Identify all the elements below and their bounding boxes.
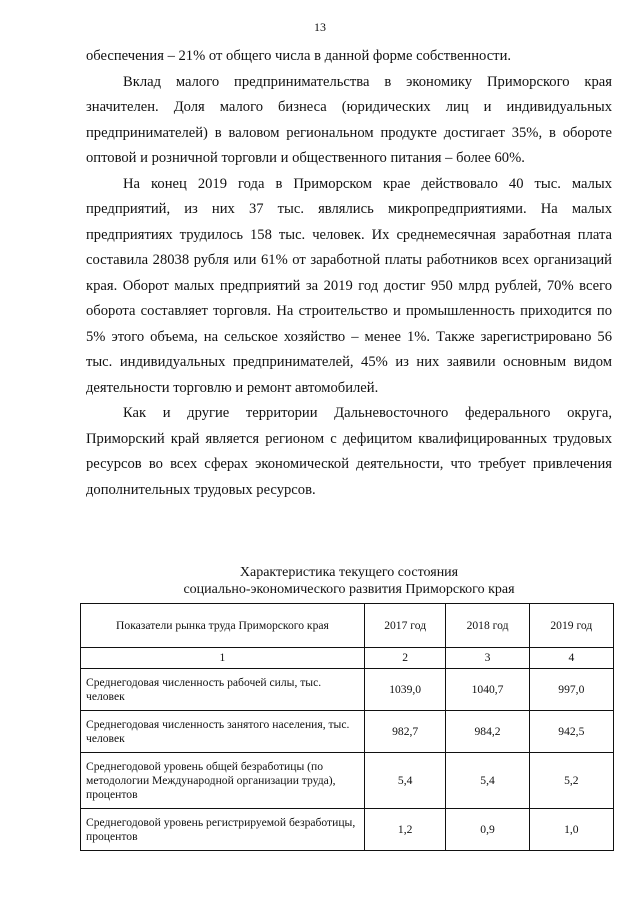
labor-market-table xyxy=(80,603,614,851)
column-number-cell: 3 xyxy=(446,648,529,669)
table-header-row xyxy=(81,604,614,648)
paragraph: Как и другие территории Дальневосточного федерального округа, Приморский край является регионом с дефицитом квалифицированных трудовых ресурсов во всех сферах экономической деятельности, что требует привлечения дополнительных трудовых ресурсов. xyxy=(86,405,612,498)
row-label-cell: Среднегодовой уровень регистрируемой безработицы, процентов xyxy=(81,809,365,851)
table-header-cell: 2017 год xyxy=(364,604,446,648)
table-caption xyxy=(86,564,612,598)
value-cell: 982,7 xyxy=(364,711,446,753)
table-header-cell: 2018 год xyxy=(446,604,529,648)
column-number-cell: 2 xyxy=(364,648,446,669)
row-label-cell: Среднегодовая численность занятого населения, тыс. человек xyxy=(81,711,365,753)
column-number-cell: 4 xyxy=(529,648,613,669)
table-row xyxy=(81,753,614,809)
paragraph: На конец 2019 года в Приморском крае действовало 40 тыс. малых предприятий, из них 37 тыс. являлись микропредприятиями. На малых предприятиях трудилось 158 тыс. человек. Их среднемесячная заработная плата составила 28038 рубля или 61% от заработной платы работников всех организаций края. Оборот малых предприятий за 2019 год достиг 950 млрд рублей, 70% всего оборота составляет торговля. На строительство и промышленность приходится по 5% этого объема, на сельское хозяйство – менее 1%. Также зарегистрировано 56 тыс. индивидуальных предпринимателей, 45% из них заявили основным видом деятельности торговлю и ремонт автомобилей. xyxy=(86,175,612,396)
table-caption-line: Характеристика текущего состояния xyxy=(239,565,459,580)
table-header-cell: 2019 год xyxy=(529,604,613,648)
table-header-cell: Показатели рынка труда Приморского края xyxy=(81,604,365,648)
value-cell: 942,5 xyxy=(529,711,613,753)
body-text xyxy=(86,44,612,503)
value-cell: 984,2 xyxy=(446,711,529,753)
table-row xyxy=(81,711,614,753)
value-cell: 1,2 xyxy=(364,809,446,851)
paragraph: обеспечения – 21% от общего числа в данной форме собственности. xyxy=(86,48,512,64)
value-cell: 997,0 xyxy=(529,669,613,711)
table-row xyxy=(81,669,614,711)
table-column-number-row xyxy=(81,648,614,669)
column-number-cell: 1 xyxy=(81,648,365,669)
row-label-cell: Среднегодовая численность рабочей силы, тыс. человек xyxy=(81,669,365,711)
value-cell: 1039,0 xyxy=(364,669,446,711)
value-cell: 1,0 xyxy=(529,809,613,851)
value-cell: 1040,7 xyxy=(446,669,529,711)
value-cell: 0,9 xyxy=(446,809,529,851)
table-row xyxy=(81,809,614,851)
value-cell: 5,4 xyxy=(446,753,529,809)
value-cell: 5,2 xyxy=(529,753,613,809)
table-caption-line: социально-экономического развития Приморского края xyxy=(183,582,515,597)
page-number: 13 xyxy=(314,20,326,34)
paragraph: Вклад малого предпринимательства в экономику Приморского края значителен. Доля малого бизнеса (юридических лиц и индивидуальных предпринимателей) в валовом региональном продукте достигает 35%, в обороте оптовой и розничной торговли и общественного питания – более 60%. xyxy=(86,73,612,166)
value-cell: 5,4 xyxy=(364,753,446,809)
row-label-cell: Среднегодовой уровень общей безработицы (по методологии Международной организации труда), процентов xyxy=(81,753,365,809)
